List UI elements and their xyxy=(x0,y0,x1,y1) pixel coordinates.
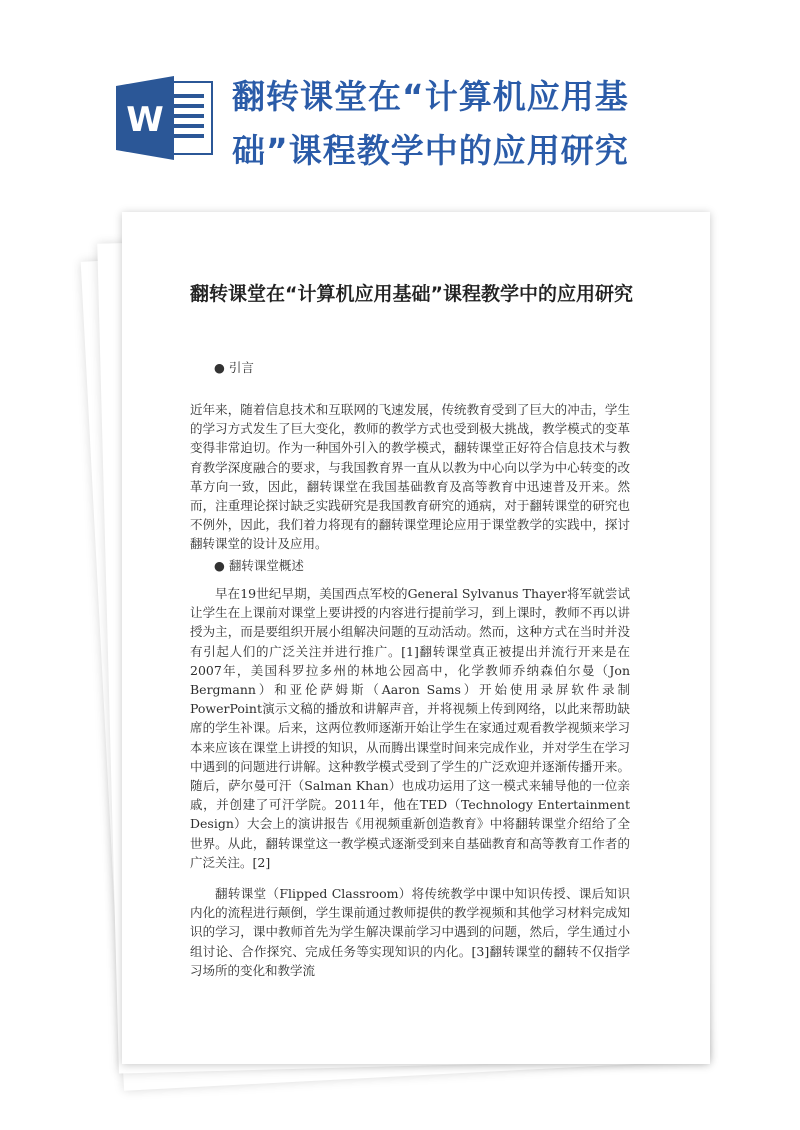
section-heading-intro: ● 引言 xyxy=(214,360,254,375)
svg-text:W: W xyxy=(126,100,164,140)
paragraph-overview-1: 早在19世纪早期，美国西点军校的General Sylvanus Thayer将军就尝试让学生在上课前对课堂上要讲授的内容进行提前学习，到上课时，教师不再以讲授为主，而是要组织开展小组解决问题的互动活动。然而，这种方式在当时并没有引起人们的广泛关注并进行推广。[1]翻转课堂真正被提出并流行开来是在2007年，美国科罗拉多州的林地公园高中，化学教师乔纳森伯尔曼（Jon Bergmann）和亚伦萨姆斯（Aaron Sams）开始使用录屏软件录制PowerPoint演示文稿的播放和讲解声音，并将视频上传到网络，以此来帮助缺席的学生补课。后来，这两位教师逐渐开始让学生在家通过观看教学视频来学习本来应该在课堂上讲授的知识，从而腾出课堂时间来完成作业，并对学生在学习中遇到的问题进行讲解。这种教学模式受到了学生的广泛欢迎并逐渐传播开来。随后，萨尔曼可汗（Salman Khan）也成功运用了这一模式来辅导他的一位亲戚，并创建了可汗学院。2011年，他在TED（Technology Entertainment Design）大会上的演讲报告《用视频重新创造教育》中将翻转课堂介绍给了全世界。从此，翻转课堂这一教学模式逐渐受到来自基础教育和高等教育工作者的广泛关注。[2] xyxy=(190,586,630,870)
header-banner xyxy=(0,0,800,190)
paragraph-intro: 近年来，随着信息技术和互联网的飞速发展，传统教育受到了巨大的冲击，学生的学习方式发生了巨大变化，教师的教学方式也受到极大挑战，教学模式的变革变得非常迫切。作为一种国外引入的教学模式，翻转课堂正好符合信息技术与教育教学深度融合的要求，与我国教育界一直从以教为中心向以学为中心转变的改革方向一致，因此，翻转课堂在我国基础教育及高等教育中迅速普及开来。然而，注重理论探讨缺乏实践研究是我国教育研究的通病，对于翻转课堂的研究也不例外，因此，我们着力将现有的翻转课堂理论应用于课堂教学的实践中，探讨翻转课堂的设计及应用。 xyxy=(190,402,630,552)
paragraph-overview-2: 翻转课堂（Flipped Classroom）将传统教学中课中知识传授、课后知识内化的流程进行颠倒，学生课前通过教师提供的教学视频和其他学习材料完成知识的学习，课中教师首先为学生解决课前学习中遇到的问题，然后，学生通过小组讨论、合作探究、完成任务等实现知识的内化。[3]翻转课堂的翻转不仅指学习场所的变化和教学流 xyxy=(190,886,630,978)
section-heading-overview: ● 翻转课堂概述 xyxy=(214,558,304,573)
bullet-icon: ● xyxy=(214,558,225,573)
document-title: 翻转课堂在“计算机应用基础”课程教学中的应用研究 xyxy=(190,283,633,305)
word-logo-icon xyxy=(116,76,214,160)
header-title: 翻转课堂在“计算机应用基础”课程教学中的应用研究 xyxy=(232,77,629,170)
document-page xyxy=(122,212,710,1064)
bullet-icon: ● xyxy=(214,360,225,375)
